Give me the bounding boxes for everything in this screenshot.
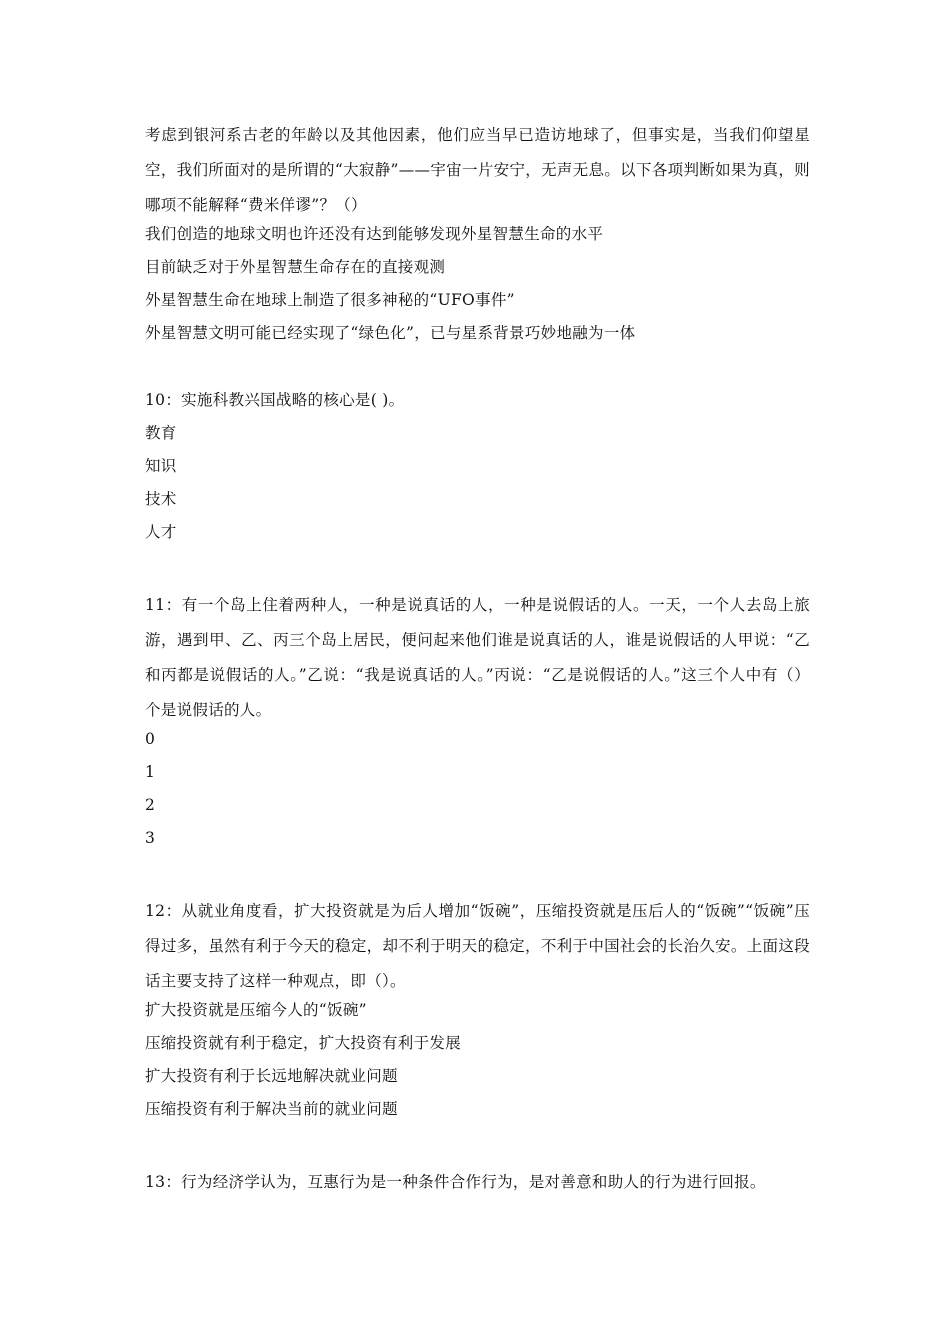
spacer [145, 860, 810, 894]
question-10-option-b: 知识 [145, 457, 177, 475]
question-12-option-d: 压缩投资有利于解决当前的就业问题 [145, 1100, 398, 1118]
spacer [145, 1131, 810, 1165]
spacer [145, 554, 810, 588]
document-page [145, 118, 810, 1200]
question-12-option-c: 扩大投资有利于长远地解决就业问题 [145, 1067, 398, 1085]
question-11-stem: 11：有一个岛上住着两种人，一种是说真话的人，一种是说假话的人。一天，一个人去岛上旅游，遇到甲、乙、丙三个岛上居民，便问起来他们谁是说真话的人，谁是说假话的人甲说：“乙和丙都是说假话的人。”乙说：“我是说真话的人。”丙说：“乙是说假话的人。”这三个人中有（）个是说假话的人。 [145, 596, 810, 719]
question-9-option-b: 目前缺乏对于外星智慧生命存在的直接观测 [145, 258, 446, 276]
question-11-options [145, 728, 810, 860]
question-9-options [145, 223, 810, 355]
spacer [145, 355, 810, 389]
question-11-option-c: 2 [145, 796, 156, 814]
question-9-option-d: 外星智慧文明可能已经实现了“绿色化”，已与星系背景巧妙地融为一体 [145, 324, 636, 342]
question-10-option-d: 人才 [145, 523, 177, 541]
question-9-option-a: 我们创造的地球文明也许还没有达到能够发现外星智慧生命的水平 [145, 225, 604, 243]
question-12-stem: 12：从就业角度看，扩大投资就是为后人增加“饭碗”，压缩投资就是压后人的“饭碗”“饭碗”压得过多，虽然有利于今天的稳定，却不利于明天的稳定，不利于中国社会的长治久安。上面这段话主要支持了这样一种观点，即（）。 [145, 902, 810, 990]
question-12-option-a: 扩大投资就是压缩今人的“饭碗” [145, 1001, 367, 1019]
question-12-option-b: 压缩投资就有利于稳定，扩大投资有利于发展 [145, 1034, 462, 1052]
question-11-option-a: 0 [145, 730, 156, 748]
question-10-option-a: 教育 [145, 424, 177, 442]
question-13-stem: 13：行为经济学认为，互惠行为是一种条件合作行为，是对善意和助人的行为进行回报。 [145, 1173, 766, 1191]
question-9-option-c: 外星智慧生命在地球上制造了很多神秘的“UFO事件” [145, 291, 515, 309]
question-9-stem: 考虑到银河系古老的年龄以及其他因素，他们应当早已造访地球了，但事实是，当我们仰望星空，我们所面对的是所谓的“大寂静”——宇宙一片安宁，无声无息。以下各项判断如果为真，则哪项不能解释“费米佯谬”？（） [145, 126, 810, 214]
question-11-option-b: 1 [145, 763, 156, 781]
question-12-options [145, 999, 810, 1131]
question-10-stem: 10：实施科教兴国战略的核心是( )。 [145, 391, 405, 409]
question-10-option-c: 技术 [145, 490, 177, 508]
question-11-option-d: 3 [145, 829, 156, 847]
question-10-options [145, 422, 810, 554]
